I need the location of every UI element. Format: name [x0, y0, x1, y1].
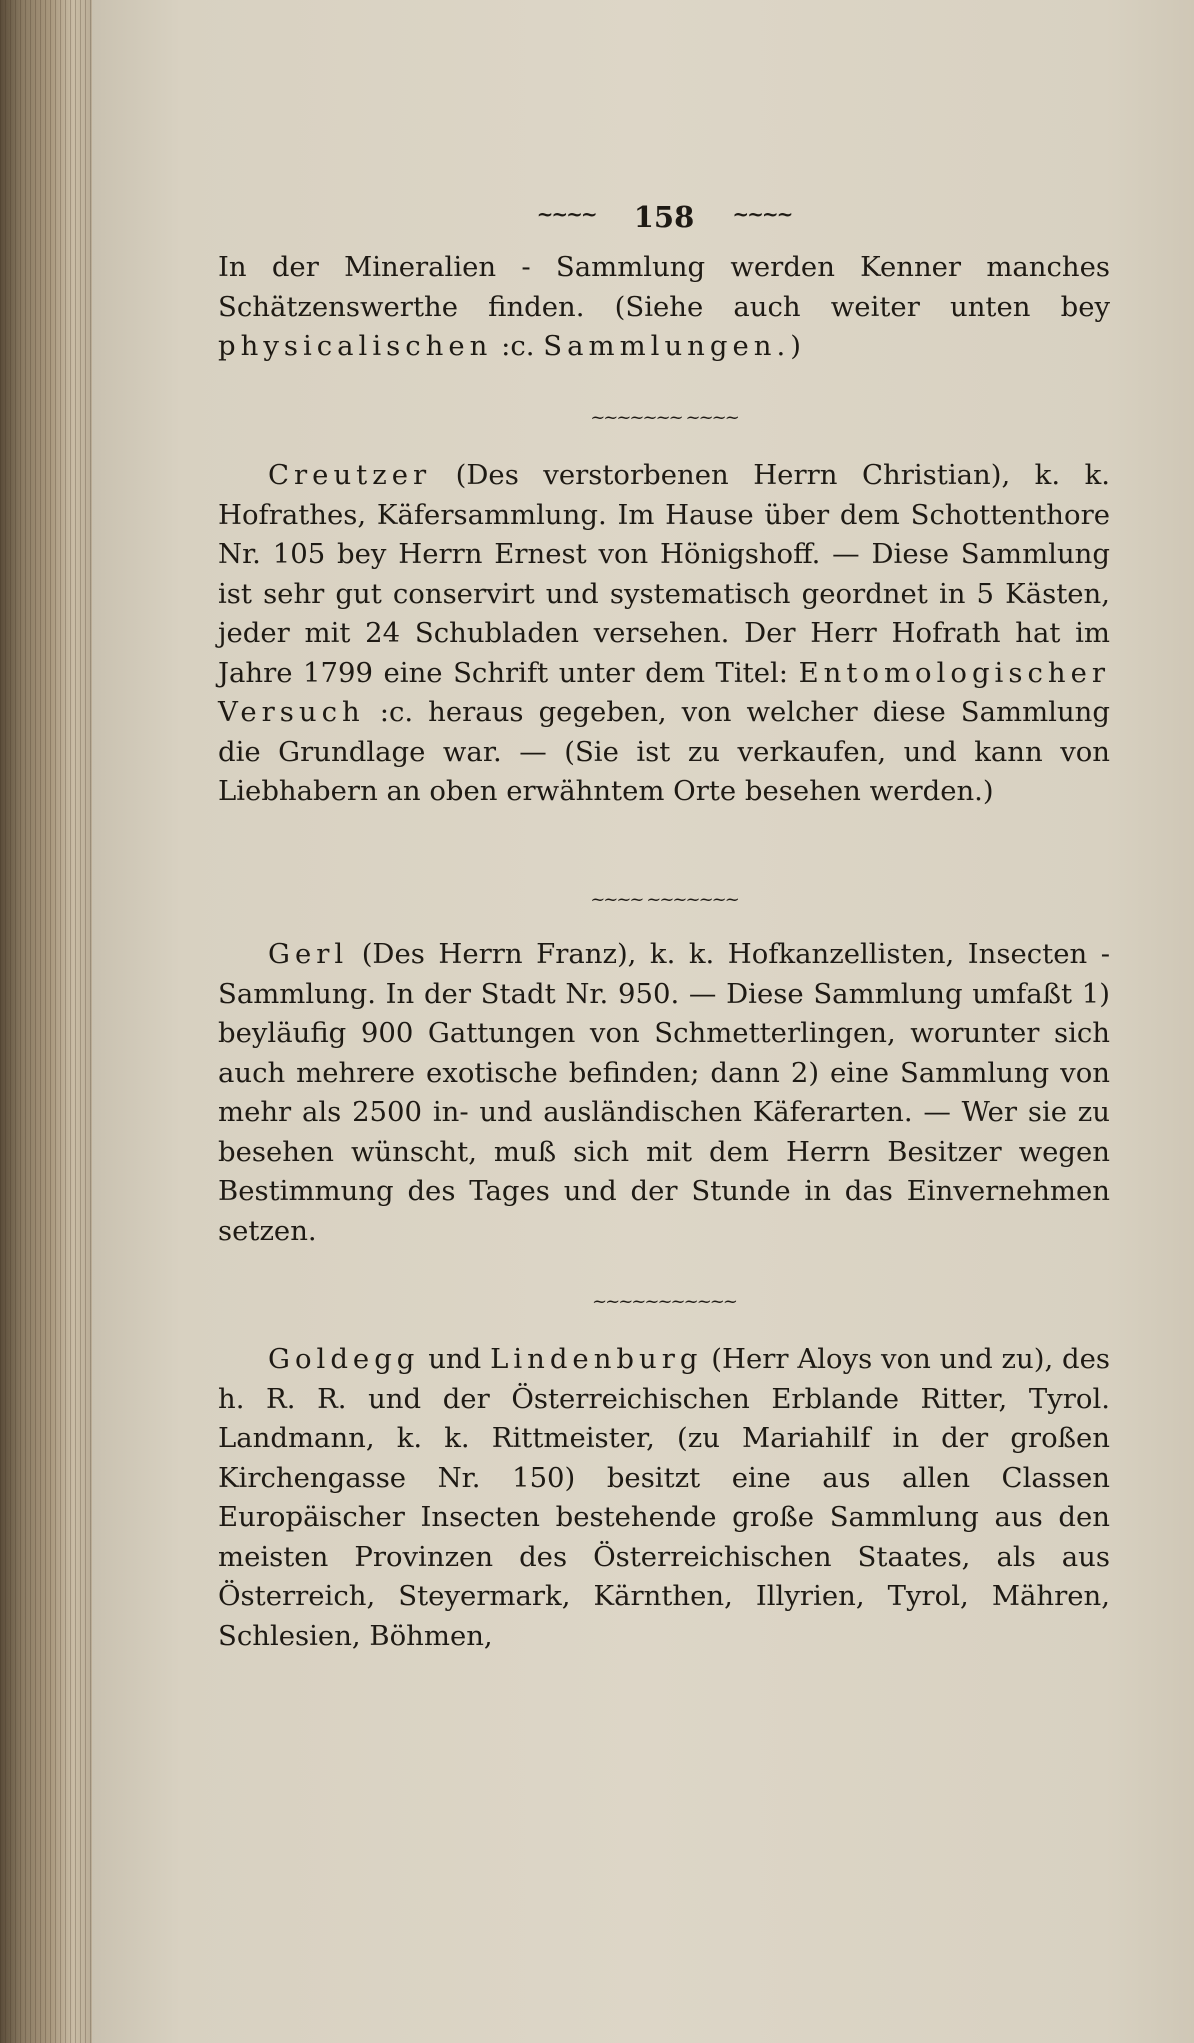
- intro-text: In der Mineralien - Sammlung werden Kenner manches Schätzenswerthe finden. (Siehe auch weiter unten bey: [218, 251, 1110, 323]
- entry-text: (Des verstorbenen Herrn Christian), k. k. Hofrathes, Käfersammlung. Im Hause über dem Schottenthore Nr. 105 bey Herrn Ernest von Hönigshoff. — Diese Sammlung ist sehr gut conservirt und systematisch geordnet in 5 Kästen, jeder mit 24 Schubladen versehen. Der Herr Hofrath hat im Jahre 1799 eine Schrift unter dem Titel:: [218, 459, 1110, 689]
- page-number: 158: [633, 200, 695, 234]
- intro-spaced-term: physicalischen: [218, 330, 493, 362]
- section-divider: ~~~~~~~~~~~: [592, 1291, 736, 1312]
- book-page-edge: [0, 0, 92, 2043]
- entry-gerl: [218, 935, 1110, 1251]
- entry-name: Creutzer: [268, 459, 432, 491]
- entry-name-2: Lindenburg: [490, 1343, 703, 1375]
- entry-name: Goldegg: [268, 1343, 420, 1375]
- entry-name-connector: und: [419, 1343, 491, 1375]
- intro-paragraph: [218, 248, 1110, 367]
- section-divider: ~~~~ ~~~~~~~: [590, 889, 738, 910]
- entry-goldegg: [218, 1340, 1110, 1656]
- section-divider: ~~~~~~~ ~~~~: [590, 407, 738, 428]
- entry-creutzer: [218, 456, 1110, 812]
- entry-text: (Herr Aloys von und zu), des h. R. R. und der Österreichischen Erblande Ritter, Tyrol. Landmann, k. k. Rittmeister, (zu Mariahilf in der großen Kirchengasse Nr. 150) besitzt eine aus allen Classen Europäischer Insecten bestehende große Sammlung aus den meisten Provinzen des Österreichischen Staates, als aus Österreich, Steyermark, Kärnthen, Illyrien, Tyrol, Mähren, Schlesien, Böhmen,: [218, 1343, 1110, 1652]
- entry-name: Gerl: [268, 938, 349, 970]
- page-header: [218, 200, 1110, 240]
- entry-text-continued: :c. heraus gegeben, von welcher diese Sammlung die Grundlage war. — (Sie ist zu verkaufen, und kann von Liebhabern an oben erwähntem Orte besehen werden.): [218, 696, 1110, 807]
- intro-tail: :c.: [492, 330, 544, 362]
- entry-text: (Des Herrn Franz), k. k. Hofkanzellisten, Insecten - Sammlung. In der Stadt Nr. 950. — Diese Sammlung umfaßt 1) beyläufig 900 Gattungen von Schmetterlingen, worunter sich auch mehrere exotische befinden; dann 2) eine Sammlung von mehr als 2500 in- und ausländischen Käferarten. — Wer sie zu besehen wünscht, muß sich mit dem Herrn Besitzer wegen Bestimmung des Tages und der Stunde in das Einvernehmen setzen.: [218, 938, 1110, 1247]
- intro-end: ): [790, 330, 801, 362]
- header-ornament-right: ~~~~: [732, 202, 792, 226]
- intro-spaced-term-2: Sammlungen.: [543, 330, 791, 362]
- header-ornament-left: ~~~~: [536, 202, 596, 226]
- book-title: Entomologischer Versuch: [218, 656, 1110, 728]
